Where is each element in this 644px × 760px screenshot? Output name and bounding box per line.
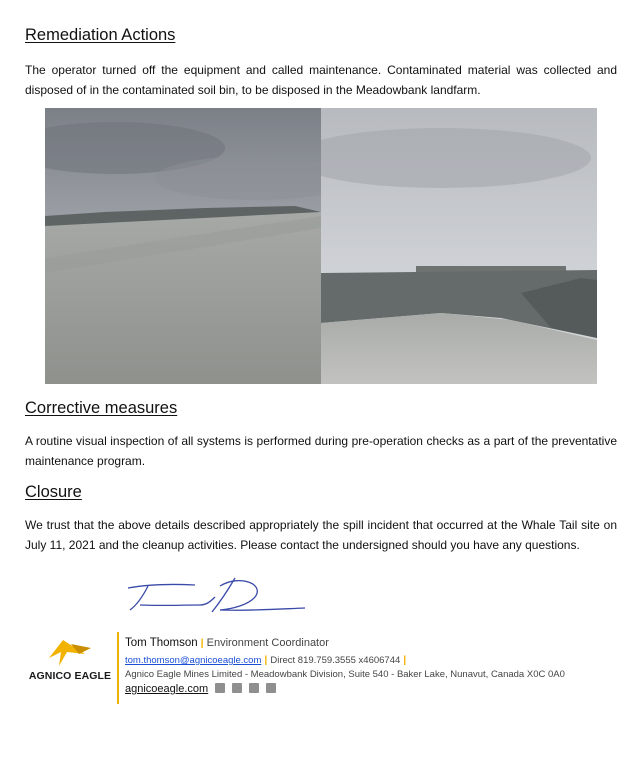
signer-phone: Direct 819.759.3555 x4606744: [270, 655, 401, 666]
linkedin-icon[interactable]: [249, 683, 259, 693]
signature-divider: [117, 632, 119, 704]
instagram-icon[interactable]: [266, 683, 276, 693]
twitter-icon[interactable]: [232, 683, 242, 693]
agnico-eagle-logo: [27, 636, 113, 686]
facebook-icon[interactable]: [215, 683, 225, 693]
corrective-heading: Corrective measures: [25, 399, 178, 417]
road-photo-left: [45, 108, 321, 384]
signer-name: Tom Thomson: [125, 637, 198, 649]
signer-email-link[interactable]: tom.thomson@agnicoeagle.com: [125, 655, 262, 666]
site-photos: [45, 108, 597, 384]
road-photo-right: [321, 108, 597, 384]
website-link[interactable]: agnicoeagle.com: [125, 683, 209, 695]
remediation-heading: Remediation Actions: [25, 26, 176, 44]
corrective-text: A routine visual inspection of all systems is performed during pre-operation checks as a part of the preventative maintenance program.: [25, 434, 617, 468]
remediation-text: The operator turned off the equipment and called maintenance. Contaminated material was collected and disposed of in the contaminated soil bin, to be disposed in the Meadowbank landfarm.: [25, 63, 617, 97]
logo-text: AGNICO EAGLE: [28, 670, 112, 682]
closure-text: We trust that the above details described appropriately the spill incident that occurred at the Whale Tail site on July 11, 2021 and the cleanup activities. Please contact the undersigned should you have any questions.: [25, 518, 617, 552]
signer-title: Environment Coordinator: [206, 637, 329, 649]
closure-heading: Closure: [25, 483, 82, 501]
handwritten-signature: [120, 572, 310, 627]
company-address: Agnico Eagle Mines Limited - Meadowbank Division, Suite 540 - Baker Lake, Nunavut, Canada X0C 0A0: [125, 669, 565, 680]
